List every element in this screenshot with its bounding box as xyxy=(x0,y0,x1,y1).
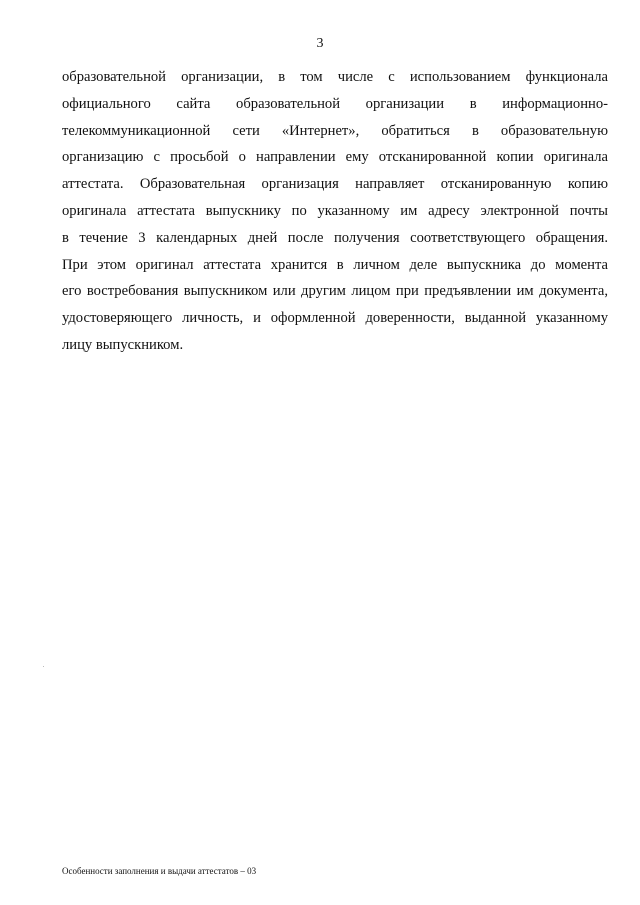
scan-speck xyxy=(43,666,44,667)
body-line: организацию с просьбой о направлении ему отсканированной копии оригинала xyxy=(62,149,608,166)
body-line: аттестата. Образовательная организация направляет отсканированную копию xyxy=(62,176,608,193)
body-line: образовательной организации, в том числе с использованием функционала xyxy=(62,69,608,85)
document-body xyxy=(62,64,608,359)
body-line: в течение 3 календарных дней после получения соответствующего обращения. xyxy=(62,229,608,246)
body-line: телекоммуникационной сети «Интернет», обратиться в образовательную xyxy=(62,122,608,139)
body-line: оригинала аттестата выпускнику по указанному им адресу электронной почты xyxy=(62,202,608,219)
footer-note: Особенности заполнения и выдачи аттестатов – 03 xyxy=(62,866,257,876)
page-number: 3 xyxy=(316,36,324,51)
body-line: его востребования выпускником или другим лицом при предъявлении им документа, xyxy=(62,283,608,300)
body-line: лицу выпускником. xyxy=(62,336,184,353)
body-line: При этом оригинал аттестата хранится в личном деле выпускника до момента xyxy=(62,256,608,273)
body-line: удостоверяющего личность, и оформленной доверенности, выданной указанному xyxy=(62,310,608,327)
body-line: официального сайта образовательной организации в информационно- xyxy=(62,95,608,112)
